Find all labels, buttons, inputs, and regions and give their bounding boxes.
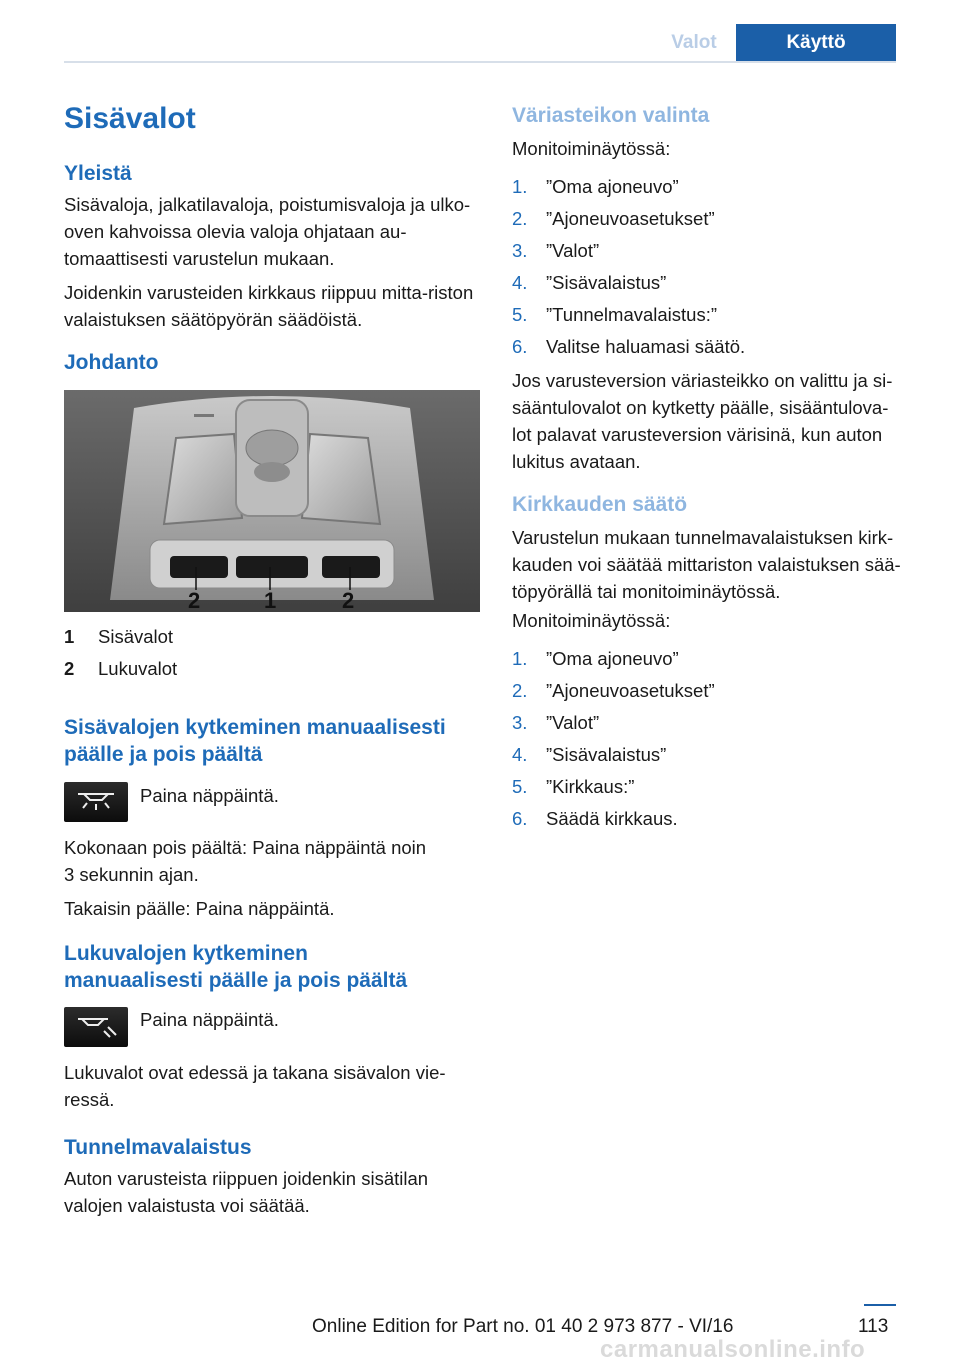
callout-label-right: 2	[342, 588, 355, 612]
color-note-line: Jos varusteversion väriasteikko on valittu ja si-	[512, 370, 893, 391]
list-item	[512, 739, 932, 771]
step-text: ”Ajoneuvoasetukset”	[546, 680, 715, 701]
ambient-line-1: Auton varusteista riippuen joidenkin sisätilan	[64, 1168, 429, 1189]
step-number: 4.	[512, 272, 528, 293]
manual-description	[64, 834, 474, 922]
callout-label-left: 2	[188, 588, 201, 612]
brightness-heading: Kirkkauden säätö	[512, 493, 688, 516]
legend-number: 1	[64, 626, 75, 647]
callout-label-center: 1	[264, 588, 277, 612]
color-intro: Monitoiminäytössä:	[512, 138, 671, 159]
watermark-text: carmanualsonline.info	[600, 1336, 866, 1363]
step-number: 5.	[512, 776, 528, 797]
console-marker	[194, 414, 214, 417]
general-p2-text: Joidenkin varusteiden kirkkaus riippuu mitta-riston valaistuksen säätöpyörän säädöistä.	[64, 282, 474, 330]
step-text: ”Kirkkaus:”	[546, 776, 635, 797]
center-sensor	[246, 430, 298, 466]
edition-text: Online Edition for Part no. 01 40 2 973 877 - VI/16	[312, 1316, 734, 1337]
step-text: ”Oma ajoneuvo”	[546, 176, 679, 197]
general-paragraph-1	[64, 191, 474, 272]
general-paragraph-2	[64, 279, 474, 333]
brightness-steps-list	[512, 643, 932, 835]
figure-button-right	[322, 556, 380, 578]
step-text: ”Ajoneuvoasetukset”	[546, 208, 715, 229]
list-item	[512, 171, 932, 203]
step-text: Valitse haluamasi säätö.	[546, 336, 746, 357]
step-number: 6.	[512, 336, 528, 357]
color-note	[512, 367, 932, 475]
manual-off-line-1: Kokonaan pois päältä: Paina näppäintä noin	[64, 837, 427, 858]
manual-heading-line-1: Sisävalojen kytkeminen manuaalisesti	[64, 716, 446, 739]
reading-description	[64, 1059, 474, 1113]
ambient-line-2: valojen valaistusta voi säätää.	[64, 1195, 310, 1216]
brightness-line: kauden voi säätää mittariston valaistuksen sää-	[512, 554, 901, 575]
step-number: 1.	[512, 648, 528, 669]
step-text: ”Sisävalaistus”	[546, 272, 667, 293]
step-text: ”Valot”	[546, 240, 600, 261]
step-number: 1.	[512, 176, 528, 197]
legend-item	[64, 621, 474, 653]
step-text: Säädä kirkkaus.	[546, 808, 678, 829]
list-item	[512, 643, 932, 675]
ambient-description	[64, 1165, 474, 1219]
brightness-line: töpyörällä tai monitoiminäytössä.	[512, 581, 781, 602]
step-number: 5.	[512, 304, 528, 325]
list-item	[512, 299, 932, 331]
legend-label: Sisävalot	[98, 626, 174, 647]
step-text: ”Tunnelmavalaistus:”	[546, 304, 718, 325]
brightness-line: Varustelun mukaan tunnelmavalaistuksen kirk-	[512, 527, 894, 548]
legend-item	[64, 653, 474, 685]
brightness-description	[512, 524, 932, 605]
step-text: ”Oma ajoneuvo”	[546, 648, 679, 669]
color-note-line: lot palavat varusteversion värisinä, kun auton	[512, 424, 883, 445]
interior-light-button-icon	[64, 782, 128, 822]
ambient-heading: Tunnelmavalaistus	[64, 1136, 252, 1159]
reading-light-button-icon	[64, 1007, 128, 1047]
general-section	[64, 191, 474, 333]
step-text: ”Sisävalaistus”	[546, 744, 667, 765]
list-item	[512, 267, 932, 299]
manual-heading-line-2: päälle ja pois päältä	[64, 743, 263, 766]
figure-legend	[64, 621, 474, 685]
list-item	[512, 707, 932, 739]
right-reading-lens	[302, 434, 380, 524]
center-sensor-lower	[254, 462, 290, 482]
general-p1-text: Sisävaloja, jalkatilavaloja, poistumisvaloja ja ulko-oven kahvoissa olevia valoja ohjataan au-tomaattisesti varustelun mukaan.	[64, 194, 471, 269]
figure-button-left	[170, 556, 228, 578]
manual-off-line-2: 3 sekunnin ajan.	[64, 864, 199, 885]
reading-heading-line-1: Lukuvalojen kytkeminen	[64, 942, 308, 965]
step-number: 3.	[512, 712, 528, 733]
reading-heading-line-2: manuaalisesti päälle ja pois päältä	[64, 969, 408, 992]
reading-press-text: Paina näppäintä.	[140, 1009, 279, 1030]
step-number: 2.	[512, 208, 528, 229]
list-item	[512, 771, 932, 803]
header-divider	[64, 61, 896, 63]
list-item	[512, 331, 932, 363]
reading-light-icon	[64, 1007, 128, 1047]
tab-section-valot[interactable]: Valot	[671, 32, 717, 53]
footer-accent-rule	[864, 1304, 896, 1306]
manual-on-text: Takaisin päälle: Paina näppäintä.	[64, 898, 335, 919]
brightness-intro: Monitoiminäytössä:	[512, 610, 671, 631]
color-note-line: lukitus avataan.	[512, 451, 641, 472]
intro-heading: Johdanto	[64, 351, 159, 374]
manual-heading	[64, 714, 446, 768]
interior-lights-figure	[64, 390, 480, 612]
general-heading: Yleistä	[64, 162, 132, 185]
figure-button-center	[236, 556, 308, 578]
reading-heading	[64, 940, 407, 994]
reading-desc-line-1: Lukuvalot ovat edessä ja takana sisävalon vie-	[64, 1062, 446, 1083]
left-reading-lens	[164, 434, 242, 524]
color-steps-list	[512, 171, 932, 363]
step-text: ”Valot”	[546, 712, 600, 733]
step-number: 6.	[512, 808, 528, 829]
legend-label: Lukuvalot	[98, 658, 178, 679]
tab-chapter-kaytto[interactable]: Käyttö	[736, 24, 896, 62]
legend-number: 2	[64, 658, 75, 679]
color-heading: Väriasteikon valinta	[512, 104, 710, 127]
page-number: 113	[858, 1316, 889, 1337]
step-number: 2.	[512, 680, 528, 701]
dome-light-icon	[64, 782, 128, 822]
manual-press-text: Paina näppäintä.	[140, 785, 279, 806]
step-number: 4.	[512, 744, 528, 765]
page-title: Sisävalot	[64, 102, 196, 135]
list-item	[512, 235, 932, 267]
step-number: 3.	[512, 240, 528, 261]
list-item	[512, 803, 932, 835]
list-item	[512, 203, 932, 235]
color-note-line: sääntulovalot on kytketty päälle, sisääntulova-	[512, 397, 889, 418]
list-item	[512, 675, 932, 707]
reading-desc-line-2: ressä.	[64, 1089, 115, 1110]
